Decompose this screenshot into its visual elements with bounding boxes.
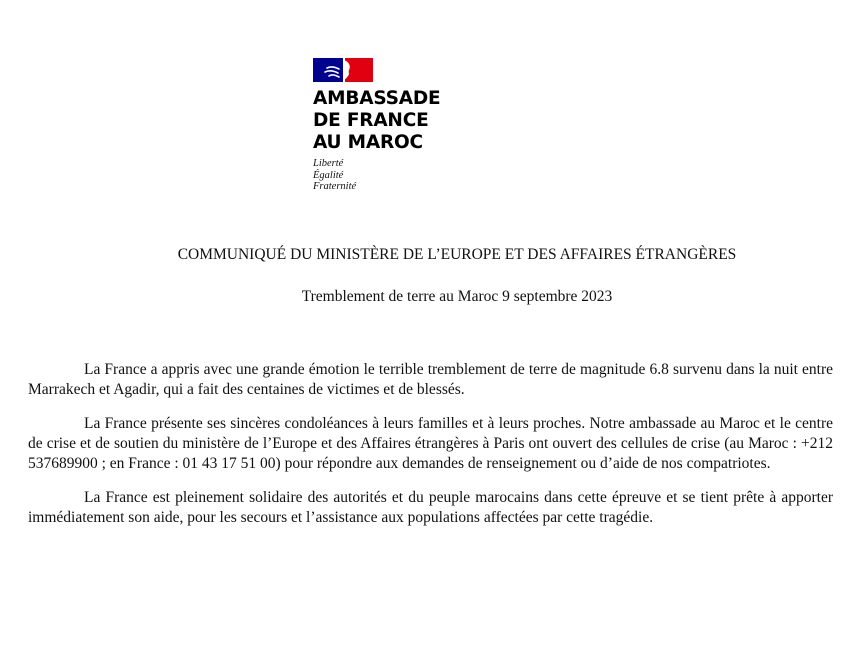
paragraph-1: La France a appris avec une grande émotion le terrible tremblement de terre de magnitude 6.8 survenu dans la nuit entre Marrakech et Agadir, qui a fait des centaines de victimes et de blessés. [28,361,833,398]
republic-motto [313,158,513,193]
logo-line-3: AU MAROC [313,132,423,153]
french-republic-flag [313,58,373,82]
communique-body [28,360,833,542]
paragraph-2: La France présente ses sincères condoléances à leurs familles et à leurs proches. Notre ambassade au Maroc et le centre de crise et de soutien du ministère de l’Europe et des Affaires étrangères à Paris ont ouvert des cellules de crise (au Maroc : +212 537689900 ; en France : 01 43 17 51 00) pour répondre aux demandes de renseignement ou d’aide de nos compatriotes. [28,415,833,472]
communique-subtitle: Tremblement de terre au Maroc 9 septembre 2023 [301,288,613,305]
communique-title: COMMUNIQUÉ DU MINISTÈRE DE L’EUROPE ET DES AFFAIRES ÉTRANGÈRES [177,246,737,263]
motto-liberte: Liberté [313,158,344,169]
embassy-name [313,88,513,154]
paragraph-3: La France est pleinement solidaire des autorités et du peuple marocains dans cette épreuve et se tient prête à apporter immédiatement son aide, pour les secours et l’assistance aux populations affectées par cette tragédie. [28,489,833,526]
logo-line-1: AMBASSADE [313,88,441,109]
motto-egalite: Égalité [313,169,344,181]
motto-fraternite: Fraternité [313,181,357,192]
marianne-icon [313,58,373,82]
logo-line-2: DE FRANCE [313,110,429,131]
embassy-logo [313,58,513,193]
